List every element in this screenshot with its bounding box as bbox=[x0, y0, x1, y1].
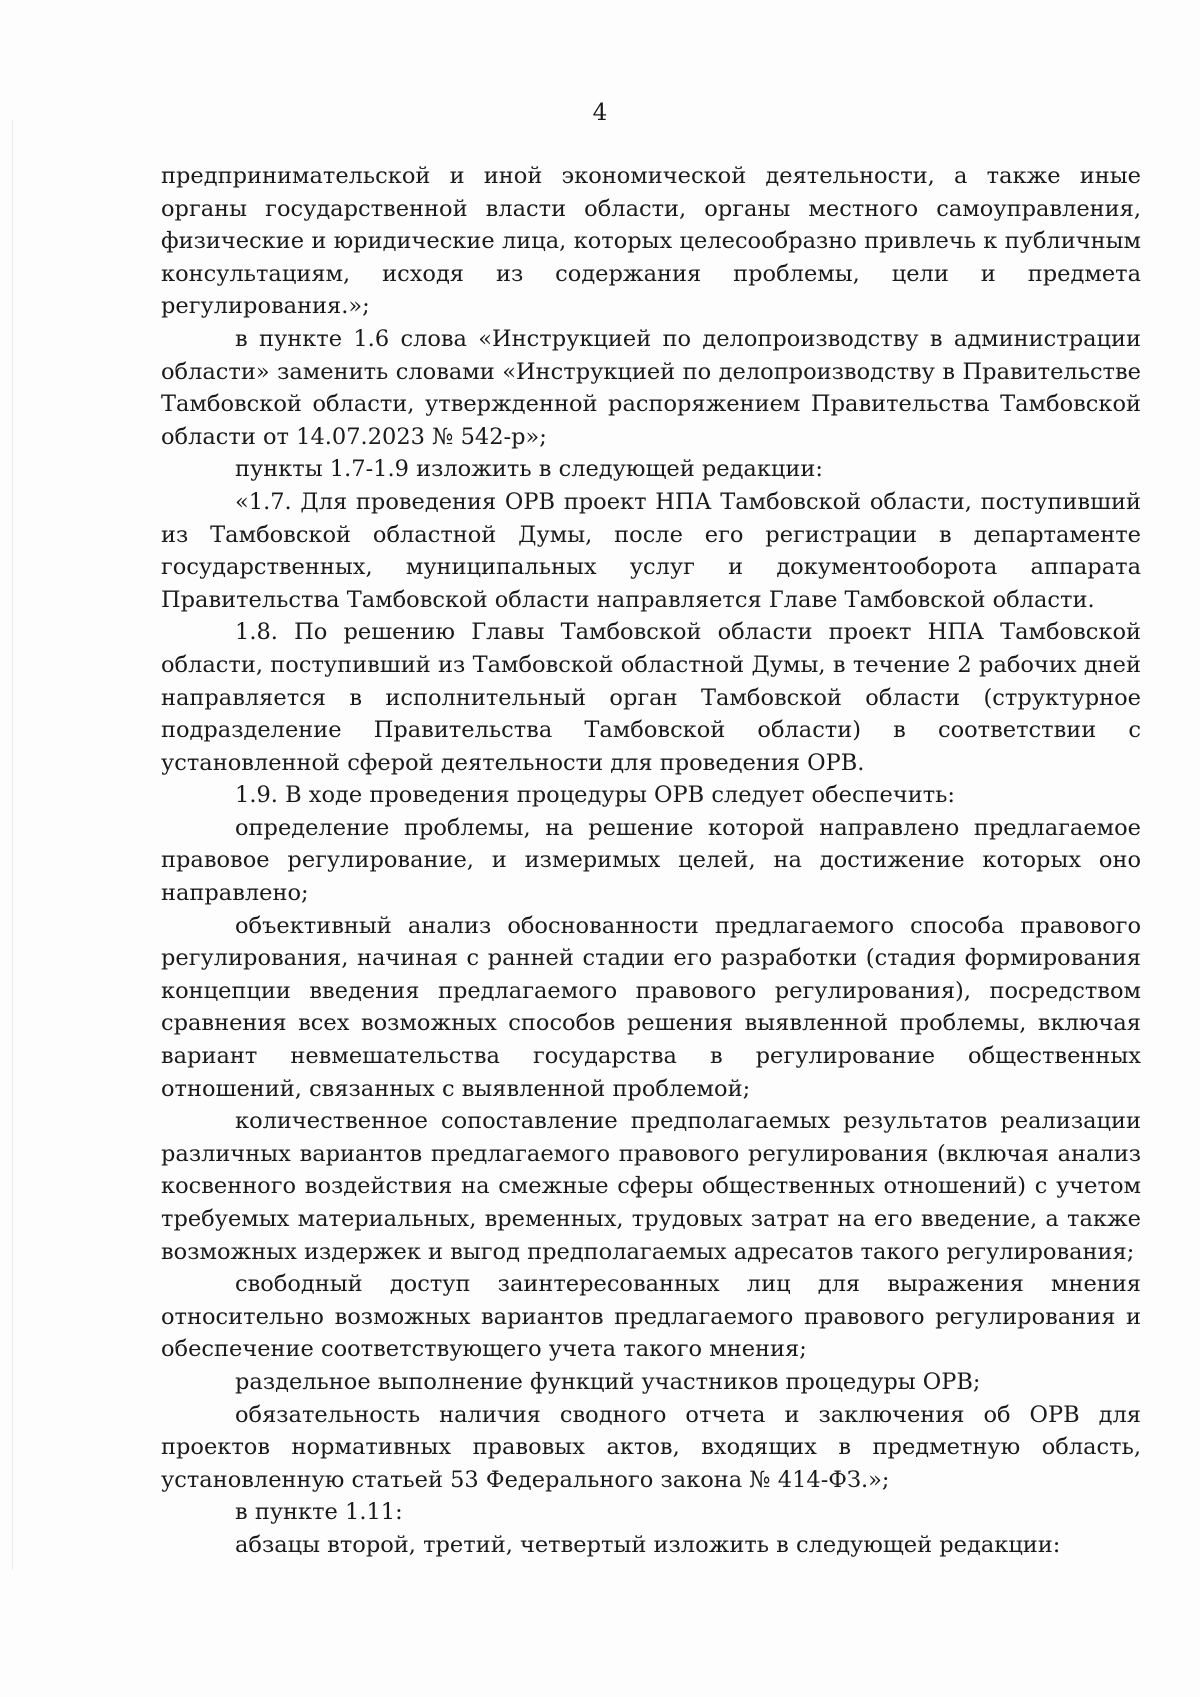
paragraph-item-1-7: «1.7. Для проведения ОРВ проект НПА Тамбовской области, поступивший из Тамбовской областной Думы, после его регистрации в департаменте государственных, муниципальных услуг и документооборота аппарата Правительства Тамбовской области направляется Главе Тамбовской области. bbox=[161, 488, 1141, 613]
document-body bbox=[161, 160, 1141, 1562]
paragraph-mandatory-report: обязательность наличия сводного отчета и заключения об ОРВ для проектов нормативных правовых актов, входящих в предметную область, установленную статьей 53 Федерального закона № 414-ФЗ.»; bbox=[161, 1401, 1141, 1493]
scan-edge-line bbox=[12, 120, 13, 1570]
paragraph-item-1-11: в пункте 1.11: bbox=[235, 1499, 403, 1526]
paragraph-problem-definition: определение проблемы, на решение которой направлено предлагаемое правовое регулирование, и измеримых целей, на достижение которых оно направлено; bbox=[161, 814, 1141, 907]
paragraph-item-1-9: 1.9. В ходе проведения процедуры ОРВ следует обеспечить: bbox=[235, 782, 956, 809]
paragraph-abstracts-intro: абзацы второй, третий, четвертый изложить в следующей редакции: bbox=[235, 1531, 1061, 1558]
paragraph-item-1-8: 1.8. По решению Главы Тамбовской области проект НПА Тамбовской области, поступивший из Тамбовской областной Думы, в течение 2 рабочих дней направляется в исполнительный орган Тамбовской области (структурное подразделение Правительства Тамбовской области) в соответствии с установленной сферой деятельности для проведения ОРВ. bbox=[161, 619, 1141, 776]
paragraph-item-1-6: в пункте 1.6 слова «Инструкцией по делопроизводству в администрации области» заменить словами «Инструкцией по делопроизводству в Правительстве Тамбовской области, утвержденной распоряжением Правительства Тамбовской области от 14.07.2023 № 542-р»; bbox=[161, 325, 1141, 450]
paragraph-free-access: свободный доступ заинтересованных лиц для выражения мнения относительно возможных вариантов предлагаемого правового регулирования и обеспечение соответствующего учета такого мнения; bbox=[161, 1271, 1141, 1363]
paragraph-items-1-7-1-9-intro: пункты 1.7-1.9 изложить в следующей редакции: bbox=[235, 456, 823, 483]
paragraph-quantitative-comparison: количественное сопоставление предполагаемых результатов реализации различных вариантов предлагаемого правового регулирования (включая анализ косвенного воздействия на смежные сферы общественных отношений) с учетом требуемых материальных, временных, трудовых затрат на его введение, а также возможных издержек и выгод предполагаемых адресатов такого регулирования; bbox=[161, 1108, 1141, 1265]
page-number: 4 bbox=[592, 100, 608, 126]
paragraph-separate-functions: раздельное выполнение функций участников процедуры ОРВ; bbox=[235, 1368, 981, 1395]
paragraph-continuation: предпринимательской и иной экономической деятельности, а также иные органы государственной власти области, органы местного самоуправления, физические и юридические лица, которых целесообразно привлечь к публичным консультациям, исходя из содержания проблемы, цели и предмета регулирования.»; bbox=[161, 163, 1141, 320]
paragraph-objective-analysis: объективный анализ обоснованности предлагаемого способа правового регулирования, начиная с ранней стадии его разработки (стадия формирования концепции введения предлагаемого правового регулирования), посредством сравнения всех возможных способов решения выявленной проблемы, включая вариант невмешательства государства в регулирование общественных отношений, связанных с выявленной проблемой; bbox=[161, 912, 1141, 1102]
